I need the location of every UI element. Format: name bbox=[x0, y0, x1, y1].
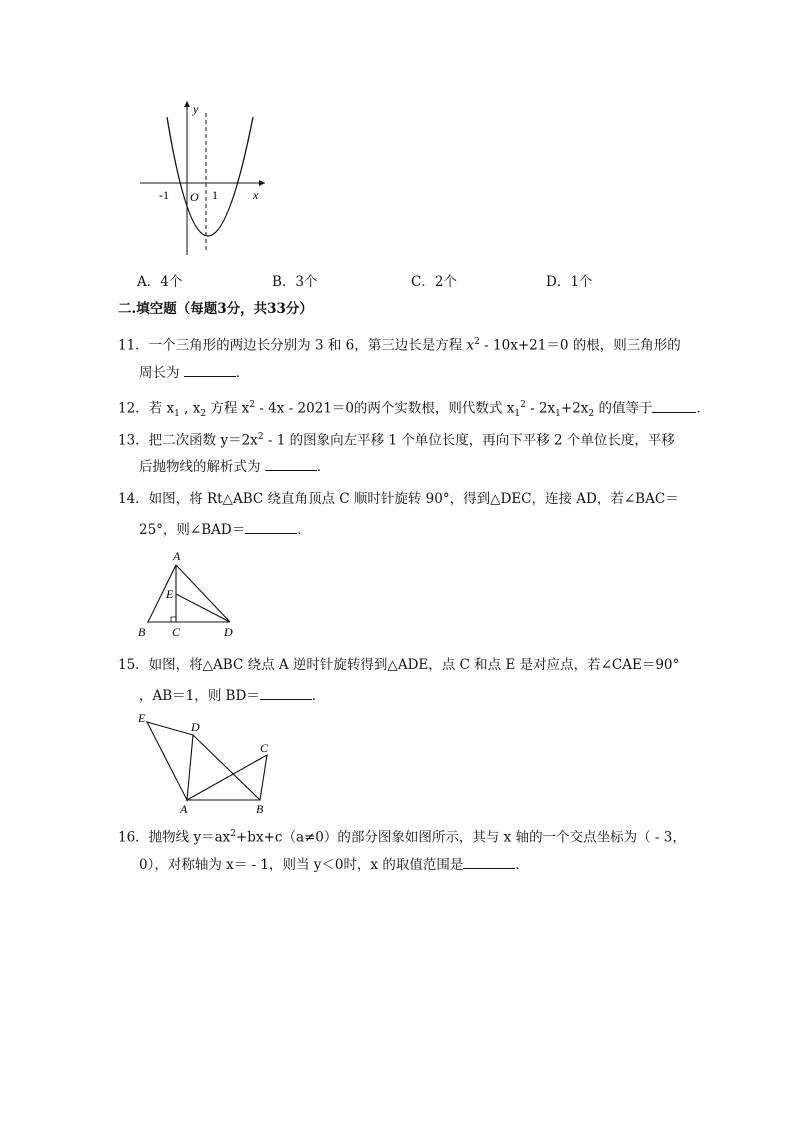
q14-answer-blank[interactable] bbox=[245, 521, 297, 534]
q12-s5: 2 bbox=[588, 409, 595, 420]
label-b: B bbox=[138, 625, 146, 639]
tick-neg1: -1 bbox=[159, 188, 169, 202]
q11-line2-text: 周长为 bbox=[139, 365, 180, 381]
q12-b: , x bbox=[179, 400, 201, 417]
x-axis-label: x bbox=[253, 188, 259, 202]
label-a: A bbox=[180, 802, 188, 815]
segment-ed bbox=[176, 594, 230, 622]
parabola-graph bbox=[135, 95, 275, 260]
q12-s2: 2 bbox=[200, 409, 207, 420]
q16-line2-text: 0），对称轴为 x＝ - 1，则当 y＜0时，x 的取值范围是 bbox=[139, 857, 464, 873]
q14-line1: 14．如图，将 Rt△ABC 绕直角顶点 C 顺时针旋转 90°，得到△DEC，连接 AD，若∠BAC＝ bbox=[118, 491, 679, 507]
option-d: D．1个 bbox=[546, 274, 593, 290]
q12-sup2: 2 bbox=[520, 400, 526, 410]
q16-line1 bbox=[118, 825, 686, 847]
triangle-ade bbox=[147, 722, 193, 800]
q13-line1 bbox=[118, 428, 675, 450]
q13-line2-text: 后抛物线的解析式为 bbox=[139, 459, 261, 475]
q12-line: 12．若 $x_1$ , $x_2$ 方程 $x^2 - 4x - 2021=0$的两个实数根，则代数式 $x_1^2 - 2x_1+2x_2$ 的值等于 ． bbox=[118, 400, 710, 420]
q11-text-b: 的根，则三角形的 bbox=[568, 337, 681, 354]
label-c: C bbox=[172, 625, 181, 639]
q15-line2-text: ，AB＝1，则 BD＝ bbox=[139, 688, 260, 704]
label-e: E bbox=[166, 587, 174, 601]
right-angle-mark bbox=[171, 617, 176, 622]
q11-line1 bbox=[118, 333, 681, 355]
q11-text-a: 11．一个三角形的两边长分别为 3 和 6，第三边长是方程 bbox=[118, 337, 467, 354]
q12-d: - 4x - 2021＝0的两个实数根，则代数式 x bbox=[255, 400, 515, 417]
label-a: A bbox=[173, 549, 181, 563]
option-c: C．2个 bbox=[411, 274, 457, 290]
label-d: D bbox=[191, 720, 200, 734]
q13-text-a: 13．把二次函数 y＝2x bbox=[118, 432, 258, 449]
q13-sup: 2 bbox=[257, 432, 264, 442]
q12-a: 12．若 x bbox=[118, 400, 175, 417]
q16-text-a: 16．抛物线 y＝ax bbox=[118, 829, 231, 846]
q15-answer-blank[interactable] bbox=[260, 687, 312, 700]
q13-text-b: - 1 的图象向左平移 1 个单位长度，再向下平移 2 个单位长度，平移 bbox=[263, 432, 675, 449]
triangle-abc bbox=[187, 755, 267, 800]
q16-sup: 2 bbox=[230, 829, 236, 839]
q13-line2: 后抛物线的解析式为 ． bbox=[139, 459, 331, 475]
q12-g: 的值等于 bbox=[594, 400, 653, 417]
q12-answer-blank[interactable] bbox=[652, 400, 696, 413]
q12-s3: 1 bbox=[514, 409, 521, 420]
q13-answer-blank[interactable] bbox=[265, 458, 317, 471]
q15-line2: ，AB＝1，则 BD＝ ． bbox=[139, 688, 326, 704]
y-axis-label: y bbox=[193, 102, 199, 116]
q11-eq-rest: - 10x+21＝0 bbox=[479, 337, 569, 354]
segment-bd bbox=[193, 735, 260, 800]
option-a: A．4个 bbox=[137, 274, 183, 290]
figure-q15 bbox=[132, 705, 282, 815]
q11-answer-blank[interactable] bbox=[184, 364, 236, 377]
option-b: B．3个 bbox=[272, 274, 318, 290]
figure-q14 bbox=[130, 545, 245, 640]
q12-s4: 1 bbox=[555, 409, 561, 420]
q12-f: +2x bbox=[560, 400, 589, 417]
parabola-curve bbox=[167, 117, 253, 236]
label-e: E bbox=[138, 711, 146, 725]
q11-eq-sup: 2 bbox=[474, 337, 480, 347]
q14-line2-text: 25°，则∠BAD＝ bbox=[139, 522, 246, 538]
q12-e: - 2x bbox=[525, 400, 556, 417]
label-b: B bbox=[256, 802, 264, 815]
label-c: C bbox=[260, 741, 269, 755]
section-title: 二.填空题（每题3分，共33分） bbox=[118, 301, 313, 317]
q12-s1: 1 bbox=[174, 409, 180, 420]
tick-1: 1 bbox=[212, 188, 218, 202]
q11-line2: 周长为 ． bbox=[139, 365, 250, 381]
q14-line2: 25°，则∠BAD＝ ． bbox=[139, 522, 311, 538]
label-d: D bbox=[224, 625, 233, 639]
q11-eq-x: x bbox=[466, 337, 475, 354]
q16-answer-blank[interactable] bbox=[463, 856, 515, 869]
q16-text-b: +bx+c（a≠0）的部分图象如图所示，其与 x 轴的一个交点坐标为（ - 3， bbox=[236, 829, 686, 846]
q12-sup: 2 bbox=[249, 400, 255, 410]
origin-label: O bbox=[190, 190, 199, 204]
q16-line2: 0），对称轴为 x＝ - 1，则当 y＜0时，x 的取值范围是 ． bbox=[139, 857, 529, 873]
q15-line1: 15．如图，将△ABC 绕点 A 逆时针旋转得到△ADE，点 C 和点 E 是对应点，若∠CAE＝90° bbox=[118, 657, 680, 673]
q12-c: 方程 x bbox=[206, 400, 250, 417]
segment-ad bbox=[176, 565, 230, 622]
